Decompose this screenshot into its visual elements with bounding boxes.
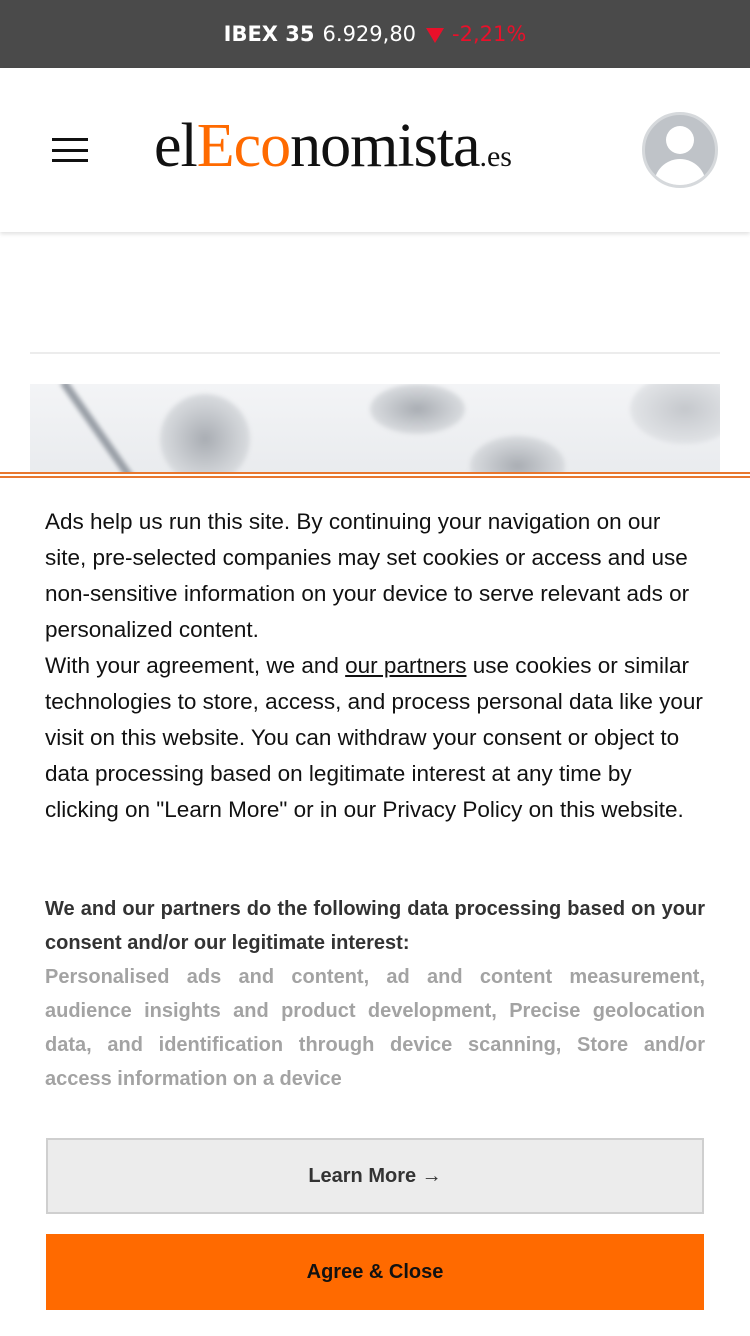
site-header	[0, 68, 750, 232]
purposes-list: Personalised ads and content, ad and content measurement, audience insights and product development, Precise geolocation data, and identification through device scanning, Store and/or access information on a device	[45, 966, 705, 1090]
logo-tld: .es	[479, 140, 512, 173]
ticker-index-value: 6.929,80	[322, 22, 417, 46]
user-avatar-icon[interactable]	[642, 112, 718, 188]
logo-part-el: el	[154, 112, 197, 180]
market-ticker[interactable]	[0, 0, 750, 68]
learn-more-button[interactable]: Learn More →	[46, 1138, 704, 1214]
content-divider	[30, 352, 720, 354]
our-partners-link[interactable]: our partners	[345, 653, 467, 678]
ticker-index-change: -2,21%	[452, 22, 527, 46]
site-logo[interactable]	[154, 106, 512, 186]
consent-paragraph-2	[45, 648, 707, 828]
consent-description	[45, 504, 707, 828]
ticker-index-name: IBEX 35	[223, 22, 315, 46]
consent-paragraph-2-end: use cookies or similar technologies to store, access, and process personal data like your visit on this website. You can withdraw your consent or object to data processing based on legitimate interest at any time by clicking on "Learn More" or in our Privacy Policy on this website.	[45, 653, 703, 822]
hamburger-icon[interactable]	[52, 138, 88, 162]
purposes-intro: We and our partners do the following data processing based on your consent and/or our legitimate interest:	[45, 898, 705, 954]
logo-part-nomista: nomista	[290, 112, 480, 180]
article-image[interactable]	[30, 384, 720, 476]
logo-part-eco: Eco	[196, 112, 291, 180]
agree-close-button[interactable]: Agree & Close	[46, 1234, 704, 1310]
down-arrow-icon	[426, 28, 444, 43]
consent-paragraph-2-start: With your agreement, we and	[45, 653, 346, 678]
cookie-consent-dialog	[0, 472, 750, 1336]
consent-paragraph-1: Ads help us run this site. By continuing your navigation on our site, pre-selected companies may set cookies or access and use non-sensitive information on your device to serve relevant ads or personalized content.	[45, 509, 690, 642]
data-processing-purposes	[45, 892, 705, 1096]
